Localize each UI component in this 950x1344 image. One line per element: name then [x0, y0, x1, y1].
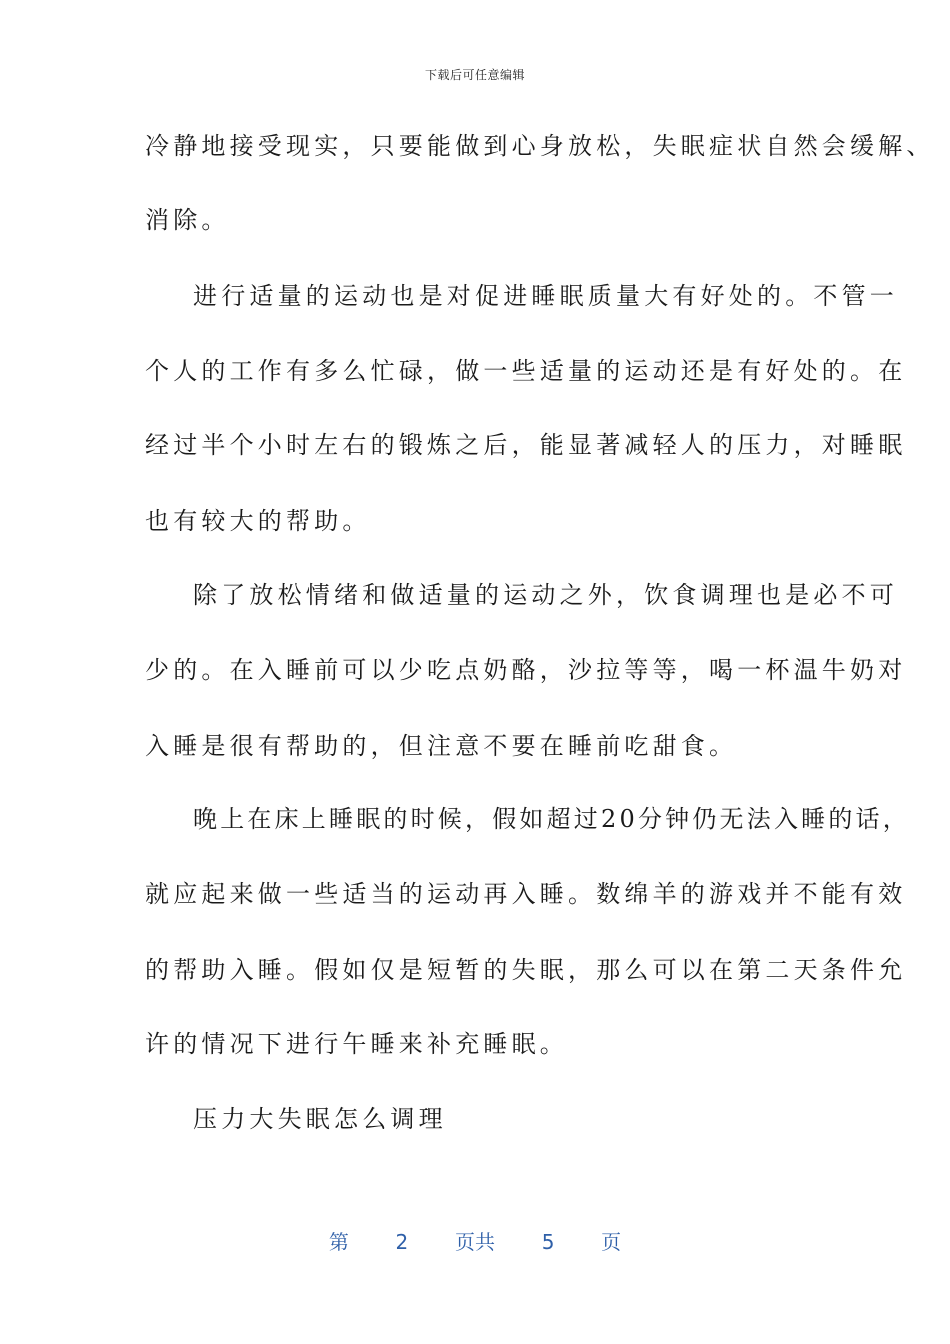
paragraph-start: 除了放松情绪和做适量的运动之外，饮食调理也是必不可 — [193, 581, 898, 609]
text-line: 的帮助入睡。假如仅是短暂的失眠，那么可以在第二天条件允 — [145, 956, 907, 984]
section-heading: 压力大失眠怎么调理 — [193, 1105, 447, 1133]
footer-prefix: 第 — [328, 1230, 349, 1254]
total-page-number: 5 — [541, 1230, 555, 1254]
text-line: 就应起来做一些适当的运动再入睡。数绵羊的游戏并不能有效 — [145, 880, 907, 908]
text-line: 经过半个小时左右的锻炼之后，能显著减轻人的压力，对睡眠 — [145, 431, 907, 459]
text-line: 许的情况下进行午睡来补充睡眠。 — [145, 1030, 568, 1058]
text-line: 也有较大的帮助。 — [145, 507, 371, 535]
footer-middle: 页共 — [455, 1230, 495, 1254]
paragraph-start: 进行适量的运动也是对促进睡眠质量大有好处的。不管一 — [193, 282, 898, 310]
text-line: 消除。 — [145, 206, 230, 234]
current-page-number: 2 — [395, 1230, 409, 1254]
page-footer — [0, 1226, 950, 1255]
paragraph-start: 晚上在床上睡眠的时候，假如超过20分钟仍无法入睡的话， — [193, 805, 910, 833]
text-line: 个人的工作有多么忙碌，做一些适量的运动还是有好处的。在 — [145, 357, 907, 385]
text-line: 冷静地接受现实，只要能做到心身放松，失眠症状自然会缓解、 — [145, 132, 935, 160]
header-note: 下载后可任意编辑 — [424, 68, 525, 82]
text-line: 入睡是很有帮助的，但注意不要在睡前吃甜食。 — [145, 732, 738, 760]
text-line: 少的。在入睡前可以少吃点奶酪，沙拉等等，喝一杯温牛奶对 — [145, 656, 907, 684]
footer-suffix: 页 — [601, 1230, 622, 1254]
